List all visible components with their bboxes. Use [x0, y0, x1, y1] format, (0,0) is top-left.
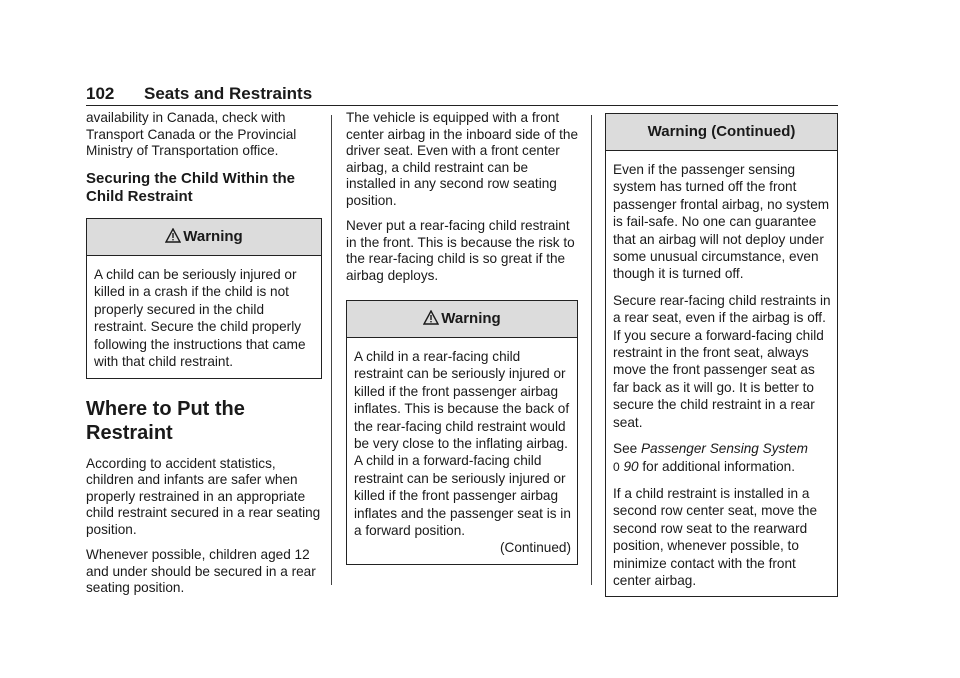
heading-where-to-put: Where to Put the Restraint: [86, 397, 245, 444]
warning-box-1: [86, 218, 322, 379]
page-number: 102: [86, 84, 115, 103]
warning-box-2-text: A child in a rear-facing child restraint can be seriously injured or killed if the front passenger airbag inflates. This is because the back of the rear-facing child restraint would be very close to the inflating airbag. A child in a forward-facing child restraint can be seriously injured or killed if the front passenger airbag inflates and the passenger seat is in a forward position.: [354, 349, 571, 539]
page-header: [86, 84, 838, 106]
left-column: [86, 110, 322, 606]
rear-facing-paragraph: Never put a rear-facing child restraint in the front. This is because the risk to the rear-facing child is so great if the airbag deploys.: [346, 218, 575, 283]
secure-rear-facing-paragraph: Secure rear-facing child restraints in a rear seat, even if the airbag is off. If you secure a forward-facing child restraint in the front seat, always move the front passenger seat as far back as it will go. It is better to secure the child restraint in a rear seat.: [613, 292, 831, 430]
warning-box-2-header: [347, 301, 577, 338]
warning-box-1-header: [87, 219, 321, 256]
section-title: Seats and Restraints: [144, 84, 313, 103]
warning-triangle-icon: [165, 221, 181, 257]
middle-column: [346, 110, 578, 565]
column-divider-right: [591, 115, 592, 585]
subheading-securing-child: Securing the Child Within the Child Restraint: [86, 169, 296, 205]
warning-box-1-title: Warning: [183, 227, 243, 245]
warning-box-2: [346, 300, 578, 565]
sensing-system-paragraph: Even if the passenger sensing system has turned off the front passenger frontal airbag, no system is fail-safe. No one can guarantee that an airbag will not deploy under some unusual circumstance, even though it is turned off.: [613, 162, 830, 282]
warning-box-1-text: A child can be seriously injured or killed in a crash if the child is not properly secured in the child restraint. Secure the child properly following the instructions that came with that child restraint.: [94, 266, 306, 369]
statistics-paragraph: According to accident statistics, children and infants are safer when properly restrained in an appropriate child restraint secured in a rear seating position.: [86, 455, 321, 537]
page-ref-number[interactable]: 90: [623, 458, 639, 474]
passenger-sensing-system-link[interactable]: Passenger Sensing System: [640, 441, 808, 457]
column-divider-left: [331, 115, 332, 585]
warning-triangle-icon: [423, 303, 439, 339]
see-reference-paragraph: See Passenger Sensing System 0 90 for additional information.: [613, 441, 808, 474]
front-center-airbag-paragraph: The vehicle is equipped with a front center airbag in the inboard side of the driver seat. Even with a front center airbag, a child restraint can be installed in any second row seating position.: [346, 110, 579, 208]
right-column: [605, 113, 838, 597]
warning-box-2-title: Warning: [441, 310, 501, 327]
intro-paragraph: availability in Canada, check with Transport Canada or the Provincial Ministry of Transportation office.: [86, 110, 297, 158]
header-rule: [86, 105, 838, 106]
second-row-center-paragraph: If a child restraint is installed in a second row center seat, move the second row seat to the rearward position, whenever possible, to minimize contact with the front center airbag.: [613, 485, 818, 588]
age-paragraph: Whenever possible, children aged 12 and under should be secured in a rear seating position.: [86, 547, 316, 595]
continued-label: (Continued): [499, 540, 571, 556]
warning-box-3-header: Warning (Continued): [606, 114, 837, 151]
warning-box-3: [605, 113, 838, 597]
page-ref-arrow-icon: 0: [613, 459, 620, 474]
